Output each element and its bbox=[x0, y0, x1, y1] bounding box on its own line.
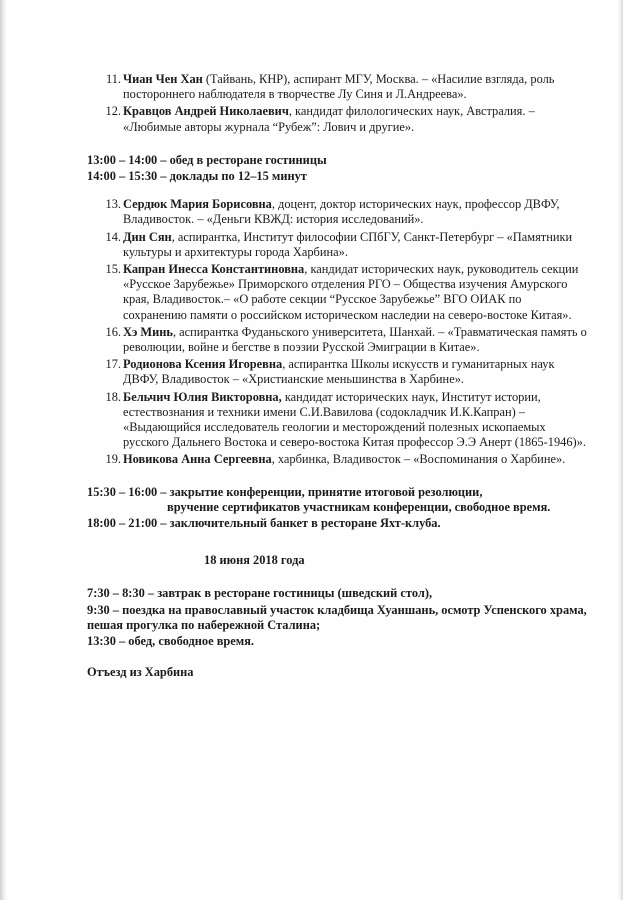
speaker-name: Капран Инесса Константиновна bbox=[123, 262, 305, 277]
speaker-details: , кандидат исторических наук, руководитель секции «Русское Зарубежье» Приморского отделения РГО – Общества изучения Амурского края, Владивосток.– «О работе секции “Русское Зарубежье” ВГО ОИАК по сохранению памяти о российском историческом наследии на северо-востоке Китая». bbox=[123, 262, 579, 322]
schedule-breakfast: 7:30 – 8:30 – завтрак в ресторане гостиницы (шведский стол), bbox=[87, 586, 433, 601]
speaker-name: Бельчич Юлия Викторовна, bbox=[123, 389, 282, 404]
talk-item-17 bbox=[105, 357, 588, 387]
speaker-name: Чиан Чен Хан bbox=[123, 72, 203, 86]
speaker-details: , кандидат филологических наук, Австралия. – «Любимые авторы журнала “Рубеж”: Лович и другие». bbox=[123, 104, 535, 134]
speaker-name: Хэ Минь bbox=[123, 324, 173, 339]
speaker-name: Родионова Ксения Игоревна bbox=[123, 357, 283, 372]
item-number: 13. bbox=[105, 197, 121, 212]
speaker-name: Дин Сян bbox=[123, 229, 172, 244]
schedule-closing bbox=[87, 485, 587, 515]
speaker-details: , аспирантка Школы искусств и гуманитарных наук ДВФУ, Владивосток – «Христианские меньшинства в Харбине». bbox=[123, 357, 555, 387]
talk-item-11 bbox=[105, 72, 588, 102]
speaker-details: , доцент, доктор исторических наук, профессор ДВФУ, Владивосток. – «Деньги КВЖД: история исследований». bbox=[123, 197, 560, 227]
speaker-details: (Тайвань, КНР), аспирант МГУ, Москва. – «Насилие взгляда, роль постороннего наблюдателя в творчестве Лу Синя и Л.Андреева». bbox=[123, 72, 555, 102]
talk-item-14 bbox=[105, 229, 588, 260]
speaker-name: Сердюк Мария Борисовна bbox=[123, 197, 272, 212]
item-number: 12. bbox=[105, 104, 121, 119]
item-number: 11. bbox=[105, 72, 121, 86]
schedule-talks: 14:00 – 15:30 – доклады по 12–15 минут bbox=[87, 169, 307, 184]
talk-item-12 bbox=[105, 104, 588, 134]
closing-line-continued: вручение сертификатов участникам конференции, свободное время. bbox=[167, 499, 551, 514]
schedule-lunch: 13:00 – 14:00 – обед в ресторане гостиницы bbox=[87, 152, 327, 167]
speaker-details: , аспирантка, Институт философии СПбГУ, Санкт-Петербург – «Памятники культуры и архитектуры города Харбина». bbox=[123, 229, 573, 259]
item-number: 14. bbox=[105, 229, 121, 244]
speaker-name: Новикова Анна Сергеевна bbox=[123, 452, 272, 467]
talk-item-15 bbox=[105, 262, 588, 323]
item-number: 16. bbox=[105, 324, 121, 339]
schedule-excursion: 9:30 – поездка на православный участок кладбища Хуаншань, осмотр Успенского храма, пешая прогулка по набережной Сталина; bbox=[87, 602, 587, 632]
talk-item-16 bbox=[105, 324, 588, 355]
speaker-name: Кравцов Андрей Николаевич bbox=[123, 104, 289, 119]
schedule-banquet: 18:00 – 21:00 – заключительный банкет в ресторане Яхт-клуба. bbox=[87, 516, 441, 531]
departure-note: Отъезд из Харбина bbox=[87, 665, 194, 680]
closing-line: 15:30 – 16:00 – закрытие конференции, принятие итоговой резолюции, bbox=[87, 484, 483, 499]
speaker-details: , харбинка, Владивосток – «Воспоминания о Харбине». bbox=[271, 452, 566, 467]
schedule-lunch-final: 13:30 – обед, свободное время. bbox=[87, 634, 255, 649]
speaker-details: кандидат исторических наук, Институт истории, естествознания и техники имени С.И.Вавилова (содокладчик И.К.Капран) – «Выдающийся исследователь геологии и месторождений полезных ископаемых русского Дальнего Востока и северо-востока Китая профессор Э.Э Анерт (1865-1946)». bbox=[123, 389, 586, 450]
item-number: 19. bbox=[105, 452, 121, 467]
item-number: 18. bbox=[105, 389, 121, 404]
item-number: 17. bbox=[105, 357, 121, 372]
speaker-details: , аспирантка Фуданьского университета, Шанхай. – «Травматическая память о революции, войне и бегстве в поэзии Русской Эмиграции в Китае». bbox=[123, 324, 587, 355]
item-number: 15. bbox=[105, 262, 121, 277]
day-heading: 18 июня 2018 года bbox=[204, 553, 305, 568]
talk-item-13 bbox=[105, 197, 588, 227]
talk-item-18 bbox=[105, 389, 588, 451]
talk-item-19 bbox=[105, 452, 588, 467]
